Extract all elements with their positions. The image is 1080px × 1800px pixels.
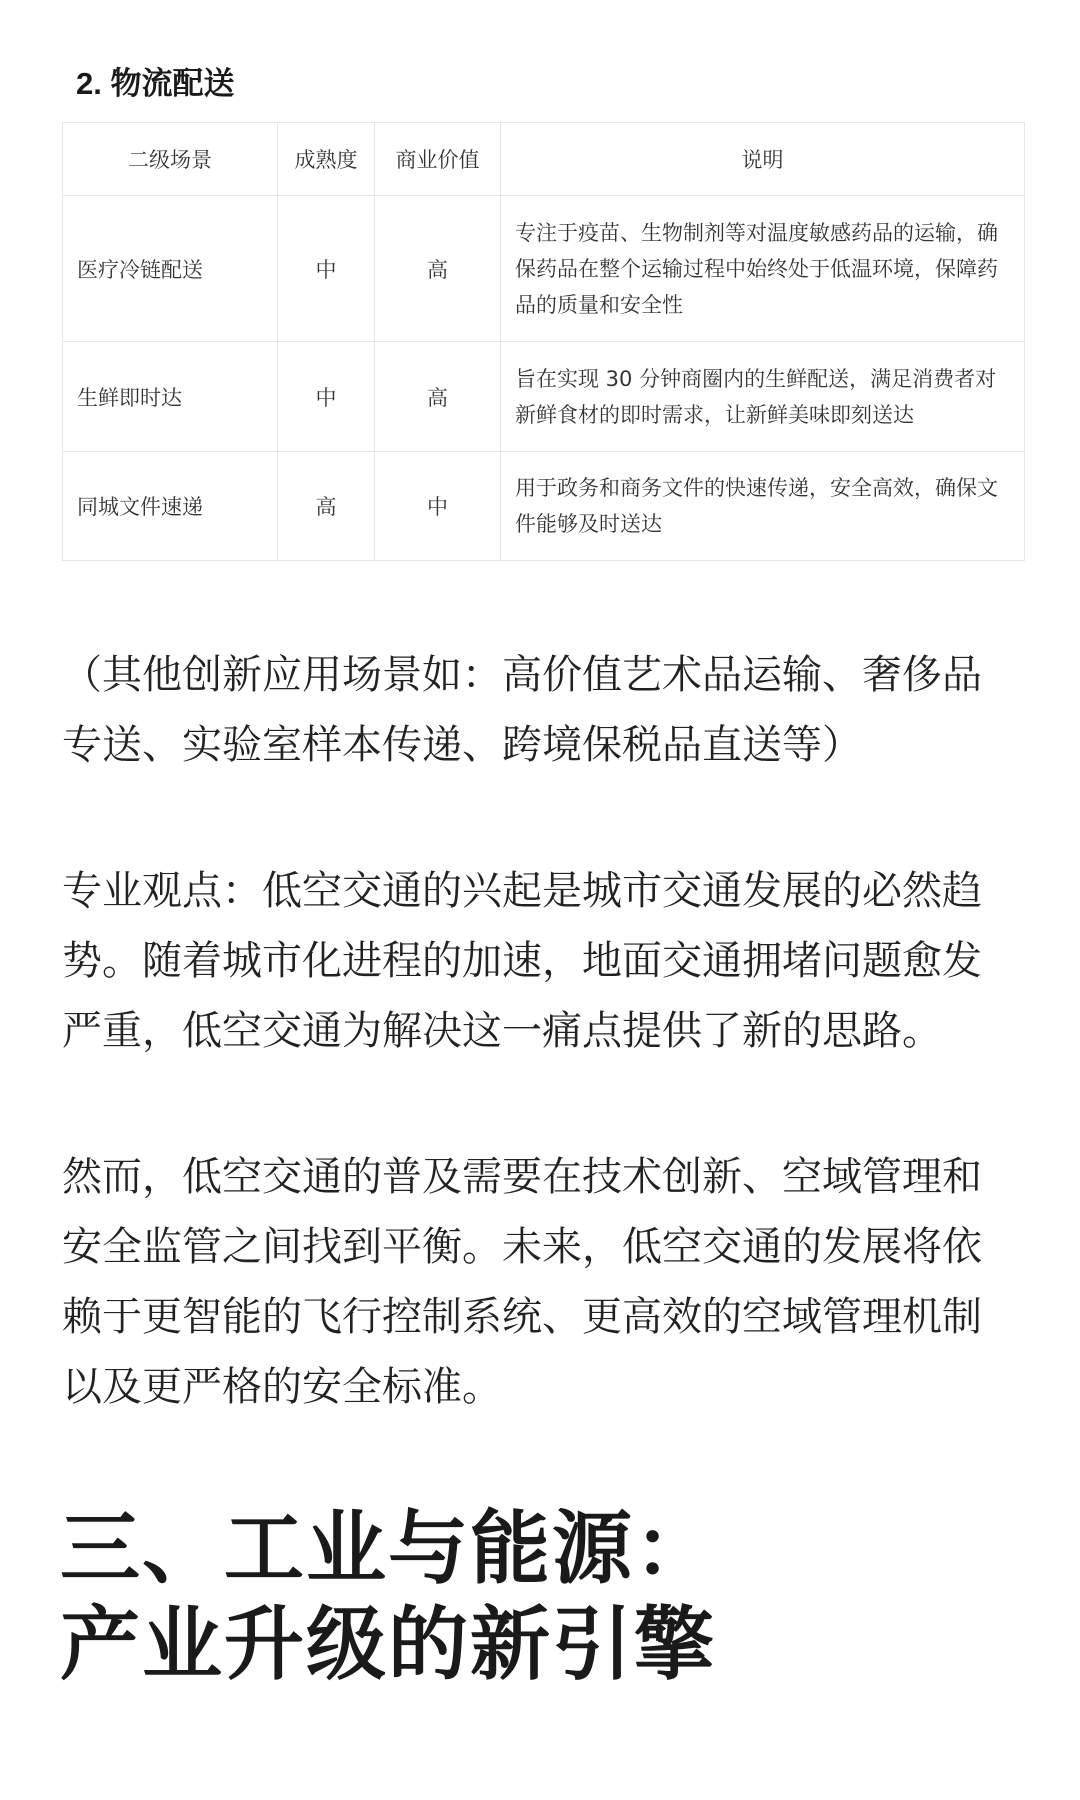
- cell-description: 用于政务和商务文件的快速传递，安全高效，确保文件能够及时送达: [501, 452, 1025, 561]
- cell-value: 高: [375, 196, 501, 342]
- table-row: [63, 196, 1025, 342]
- cell-scene: 生鲜即时达: [63, 342, 278, 452]
- chapter-heading-line2: 产业升级的新引擎: [60, 1597, 716, 1691]
- cell-description: 专注于疫苗、生物制剂等对温度敏感药品的运输，确保药品在整个运输过程中始终处于低温环境，保障药品的质量和安全性: [501, 196, 1025, 342]
- cell-scene: 同城文件速递: [63, 452, 278, 561]
- header-value: 商业价值: [375, 123, 501, 196]
- header-scene: 二级场景: [63, 123, 278, 196]
- section-heading: 2. 物流配送: [76, 66, 235, 101]
- cell-maturity: 中: [278, 342, 375, 452]
- table-row: [63, 452, 1025, 561]
- expert-opinion-paragraph: 专业观点：低空交通的兴起是城市交通发展的必然趋势。随着城市化进程的加速，地面交通拥堵问题愈发严重，低空交通为解决这一痛点提供了新的思路。: [62, 868, 982, 1054]
- cell-description: 旨在实现 30 分钟商圈内的生鲜配送，满足消费者对新鲜食材的即时需求，让新鲜美味即刻送达: [501, 342, 1025, 452]
- header-maturity: 成熟度: [278, 123, 375, 196]
- cell-maturity: 中: [278, 196, 375, 342]
- table-header-row: [63, 123, 1025, 196]
- header-description: 说明: [501, 123, 1025, 196]
- cell-maturity: 高: [278, 452, 375, 561]
- future-outlook-paragraph: 然而，低空交通的普及需要在技术创新、空域管理和安全监管之间找到平衡。未来，低空交通的发展将依赖于更智能的飞行控制系统、更高效的空域管理机制以及更严格的安全标准。: [62, 1154, 982, 1410]
- table-row: [63, 342, 1025, 452]
- cell-scene: 医疗冷链配送: [63, 196, 278, 342]
- logistics-table: [62, 122, 1025, 561]
- cell-value: 高: [375, 342, 501, 452]
- cell-value: 中: [375, 452, 501, 561]
- chapter-heading: [60, 1500, 716, 1692]
- chapter-heading-line1: 三、工业与能源：: [60, 1501, 716, 1595]
- other-scenarios-paragraph: （其他创新应用场景如：高价值艺术品运输、奢侈品专送、实验室样本传递、跨境保税品直送等）: [62, 652, 982, 768]
